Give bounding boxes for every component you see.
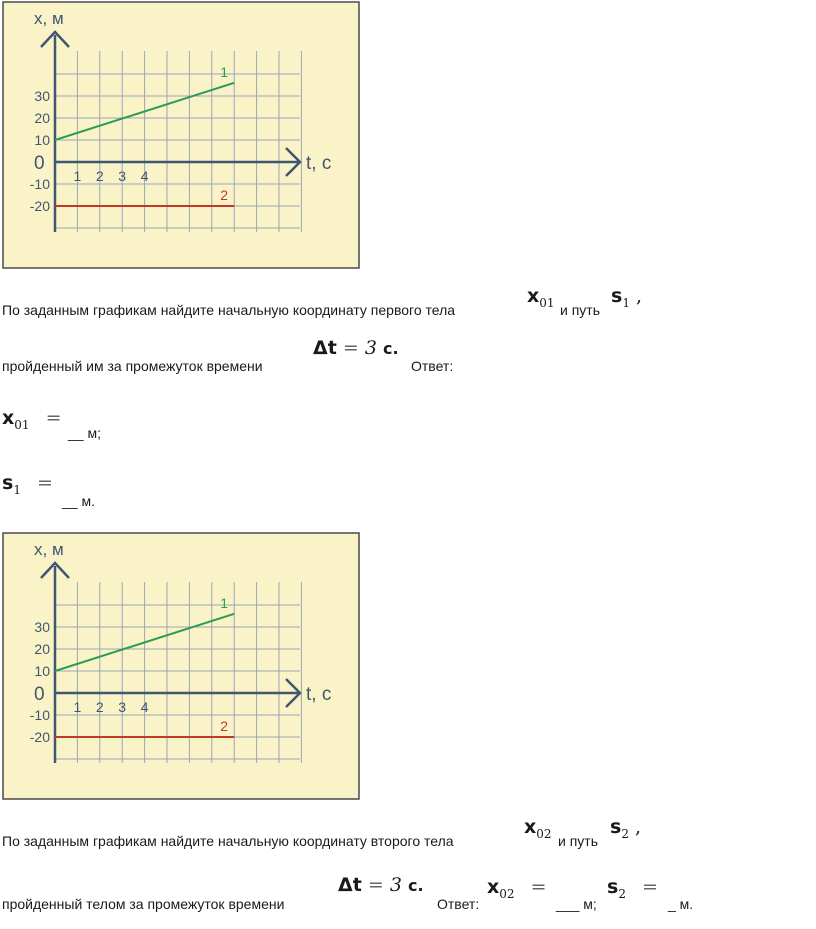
series-label-1: 1: [220, 594, 229, 611]
y-axis-label: x, м: [34, 540, 64, 559]
y-tick-label: 20: [34, 641, 50, 657]
x-tick-label: 2: [95, 168, 104, 184]
task2-answer-label: Ответ:: [437, 896, 480, 912]
y-tick-label: 30: [34, 619, 50, 635]
task2-line1: По заданным графикам найдите начальную координату второго тела: [2, 833, 454, 849]
chart-2-svg: [2, 532, 360, 800]
x-tick-label: 1: [73, 699, 82, 715]
y-tick-label: 30: [34, 88, 50, 104]
y-tick-label: 10: [34, 132, 50, 148]
task2-answer-x02: $x_{02}$ =: [487, 876, 547, 901]
series-label-2: 2: [220, 718, 229, 734]
x-axis-label: t, c: [306, 684, 332, 705]
x-tick-label: 3: [118, 168, 127, 184]
y-tick-label: 10: [34, 663, 50, 679]
chart-1: [2, 1, 360, 269]
task1-line2: пройденный им за промежуток времени: [2, 358, 263, 374]
x-tick-label: 4: [140, 168, 149, 184]
task2-answer1-blank: ___ м;: [556, 896, 597, 912]
task1-answer-label: Ответ:: [411, 358, 454, 374]
x-axis-label: t, c: [306, 153, 332, 174]
task2-answer-s2: $s_2$ =: [607, 876, 658, 901]
task2-s2-symbol: $s_2$ ,: [610, 816, 642, 841]
x-tick-label: 2: [95, 699, 104, 715]
task2-dt-expression: Δt = 3 c.: [338, 874, 424, 896]
task1-answer2-blank: __ м.: [62, 493, 95, 509]
chart-2: [2, 532, 360, 800]
y-tick-label: -20: [29, 729, 50, 745]
task1-s1-symbol: $s_1$ ,: [611, 285, 643, 310]
series-label-1: 1: [220, 63, 229, 80]
task1-line1: По заданным графикам найдите начальную координату первого тела: [2, 302, 456, 318]
y-tick-label: -10: [29, 707, 50, 723]
task1-dt-expression: Δt = 3 c.: [313, 337, 399, 359]
y-tick-label: 0: [34, 153, 45, 174]
y-axis-label: x, м: [34, 9, 64, 28]
x-tick-label: 1: [73, 168, 82, 184]
task1-answer-x01: $x_{01}$ =: [2, 407, 62, 432]
task2-connector: и путь: [558, 833, 598, 849]
x-tick-label: 4: [140, 699, 149, 715]
y-tick-label: -20: [29, 198, 50, 214]
y-tick-label: 0: [34, 684, 45, 705]
series-label-2: 2: [220, 187, 229, 203]
task1-connector: и путь: [560, 302, 600, 318]
task1-x01-symbol: $x_{01}$: [527, 285, 555, 310]
x-tick-label: 3: [118, 699, 127, 715]
task2-x02-symbol: $x_{02}$: [524, 816, 552, 841]
y-tick-label: 20: [34, 110, 50, 126]
chart-1-svg: [2, 1, 360, 269]
task1-answer-s1: $s_1$ =: [2, 472, 53, 497]
y-tick-label: -10: [29, 176, 50, 192]
task2-line2: пройденный телом за промежуток времени: [2, 896, 285, 912]
task2-answer2-blank: _ м.: [668, 896, 694, 912]
task1-answer1-blank: __ м;: [68, 425, 101, 441]
